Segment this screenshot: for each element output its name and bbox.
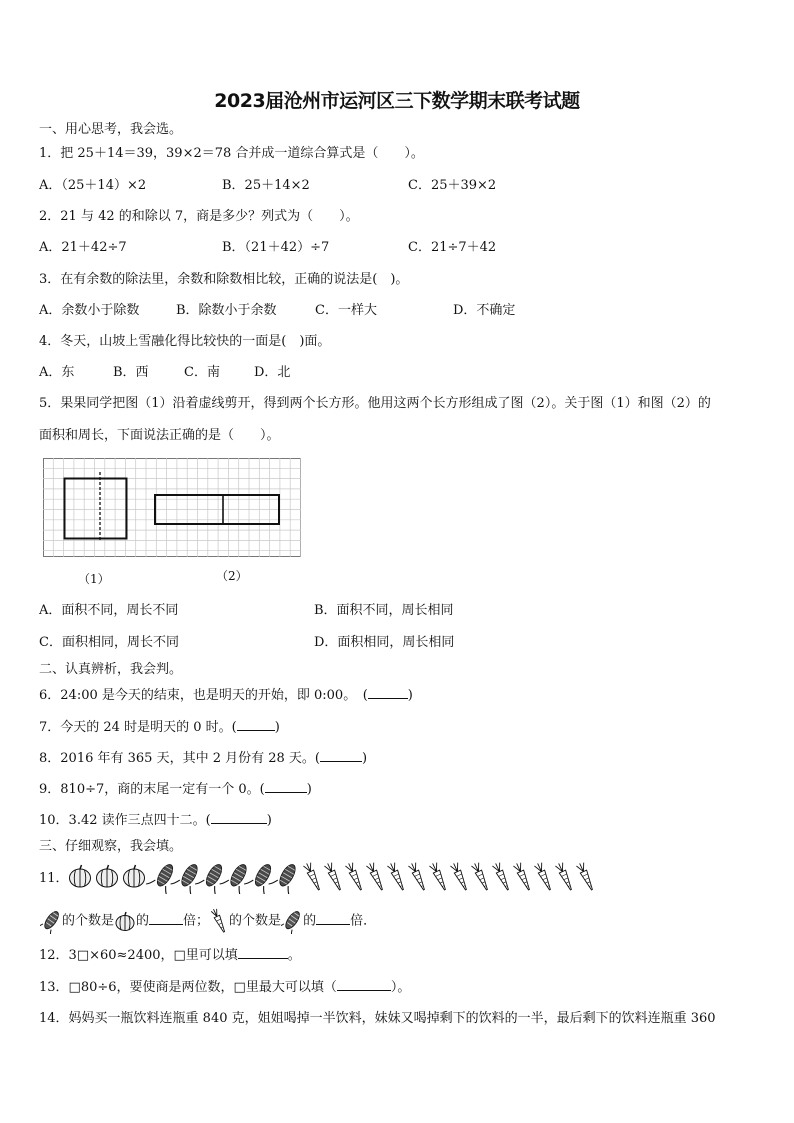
corn-icon [195, 860, 230, 894]
q3-option-b: B．除数小于余数 [176, 303, 277, 318]
carrot-icon [366, 862, 386, 892]
question-14: 14．妈妈买一瓶饮料连瓶重 840 克，姐姐喝掉一半饮料，妹妹又喝掉剩下的饮料的一半，最后剩下的饮料连瓶重 360 [39, 1011, 716, 1026]
q2-option-c: C．21÷7＋42 [408, 240, 497, 255]
question-10: 10．3.42 读作三点四十二。( ) [39, 813, 272, 828]
q5-grid-figure [43, 458, 301, 557]
question-5-line-1: 5．果果同学把图（1）沿着虚线剪开，得到两个长方形。他用这两个长方形组成了图（2）。关于图（1）和图（2）的 [39, 396, 711, 411]
section-3-heading: 三、仔细观察，我会填。 [39, 839, 183, 854]
carrot-icon [534, 862, 554, 892]
carrot-icon [450, 862, 470, 892]
question-6: 6．24:00 是今天的结束，也是明天的开始，即 0:00。 ( ) [39, 688, 413, 703]
question-1: 1．把 25＋14＝39，39×2＝78 合并成一道综合算式是（ ）。 [39, 146, 424, 161]
carrot-icon [209, 908, 229, 934]
corn-icon [220, 860, 255, 894]
q3-option-d: D．不确定 [453, 303, 516, 318]
carrot-icon [408, 862, 428, 892]
q4-option-d: D．北 [254, 365, 291, 380]
question-5-line-2: 面积和周长，下面说法正确的是（ ）。 [39, 428, 280, 443]
figure-1-caption: （1） [78, 572, 110, 586]
corn-icon-2 [281, 908, 303, 934]
q4-option-b: B．西 [113, 365, 149, 380]
figure-2-caption: （2） [216, 569, 248, 583]
q5-option-d: D．面积相同，周长相同 [314, 635, 455, 650]
section-2-heading: 二、认真辨析，我会判。 [39, 662, 183, 677]
corn-icon [171, 860, 206, 894]
question-4: 4．冬天，山坡上雪融化得比较快的一面是( )面。 [39, 334, 331, 349]
corn-icon [40, 908, 62, 934]
corn-icon [269, 860, 304, 894]
carrot-icon [492, 862, 512, 892]
q5-option-b: B．面积不同，周长相同 [314, 603, 454, 618]
q2-option-b: B．（21＋42）÷7 [222, 240, 330, 255]
q1-option-c: C．25＋39×2 [408, 178, 497, 193]
question-2: 2．21 与 42 的和除以 7，商是多少？列式为（ ）。 [39, 209, 359, 224]
carrot-icon [429, 862, 449, 892]
q4-option-a: A．东 [39, 365, 75, 380]
carrot-icon [303, 862, 323, 892]
grid-figure-svg [43, 458, 301, 557]
q1-option-a: A．（25＋14）×2 [39, 178, 147, 193]
carrot-icon [471, 862, 491, 892]
q3-option-a: A．余数小于除数 [39, 303, 140, 318]
q5-option-a: A．面积不同，周长不同 [39, 603, 179, 618]
question-11-fill: 的个数是 的 倍； 的个数是 的 倍． [40, 908, 376, 934]
q4-option-c: C．南 [184, 365, 220, 380]
question-13: 13．□80÷6，要使商是两位数，□里最大可以填（ ）。 [39, 980, 411, 995]
question-7: 7．今天的 24 时是明天的 0 时。( ) [39, 720, 280, 735]
question-9: 9．810÷7，商的末尾一定有一个 0。( ) [39, 782, 312, 797]
carrot-icon [387, 862, 407, 892]
carrot-icon [324, 862, 344, 892]
q3-option-c: C．一样大 [315, 303, 377, 318]
carrot-icon [513, 862, 533, 892]
carrot-icon [576, 862, 596, 892]
corn-icon [244, 860, 279, 894]
q11-icons-svg [68, 860, 613, 894]
q1-option-b: B．25＋14×2 [222, 178, 310, 193]
q11-picture-row [68, 860, 613, 894]
q2-option-a: A．21＋42÷7 [39, 240, 127, 255]
carrot-icon [555, 862, 575, 892]
pumpkin-icon [70, 865, 91, 887]
pumpkin-icon [114, 910, 136, 932]
pumpkin-icon [97, 865, 118, 887]
corn-icon [146, 860, 181, 894]
question-12: 12．3□×60≈2400，□里可以填 。 [39, 948, 301, 963]
pumpkin-icon [124, 865, 145, 887]
question-11-number: 11． [39, 871, 69, 886]
section-1-heading: 一、用心思考，我会选。 [39, 122, 183, 137]
question-3: 3．在有余数的除法里，余数和除数相比较，正确的说法是( )。 [39, 272, 409, 287]
carrot-icon [345, 862, 365, 892]
question-8: 8．2016 年有 365 天，其中 2 月份有 28 天。( ) [39, 751, 368, 766]
q5-option-c: C．面积相同，周长不同 [39, 635, 179, 650]
page-title: 2023届沧州市运河区三下数学期末联考试题 [214, 90, 580, 112]
